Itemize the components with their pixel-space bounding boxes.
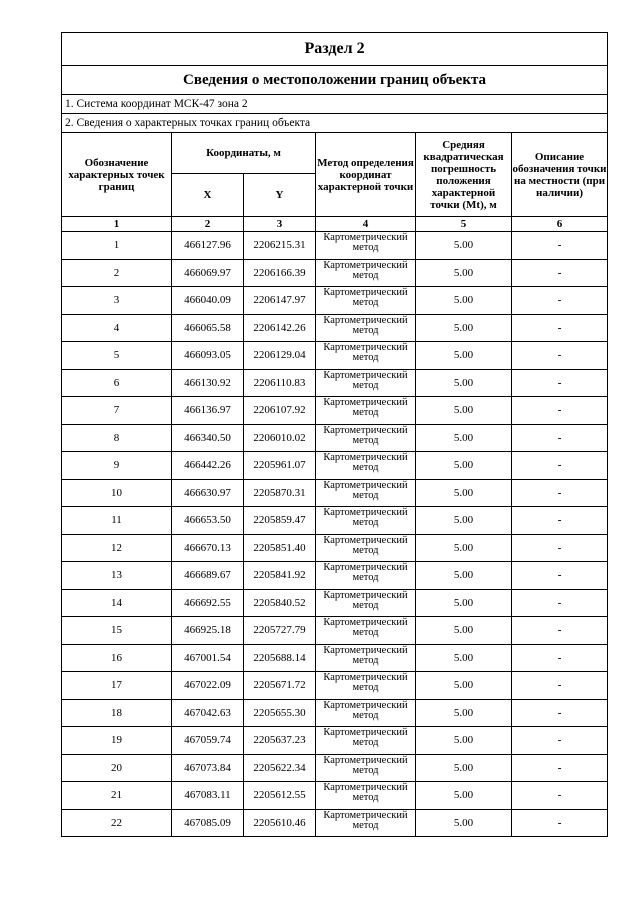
method-line: метод <box>352 572 379 583</box>
point-number: 15 <box>62 617 172 645</box>
coord-y: 2206107.92 <box>244 397 316 425</box>
coord-x: 467073.84 <box>172 754 244 782</box>
coord-y: 2205622.34 <box>244 754 316 782</box>
coord-y: 2205637.23 <box>244 727 316 755</box>
method-line: Картометрический <box>323 617 408 628</box>
method-line: метод <box>352 517 379 528</box>
error-value: 5.00 <box>416 397 512 425</box>
point-number: 13 <box>62 562 172 590</box>
description-value: - <box>512 479 608 507</box>
method-line: метод <box>352 379 379 391</box>
boundary-table <box>61 32 608 837</box>
table-row <box>62 534 608 562</box>
method-cell <box>316 782 416 810</box>
error-value: 5.00 <box>416 617 512 645</box>
point-number: 19 <box>62 727 172 755</box>
table-row <box>62 397 608 425</box>
coord-y: 2206110.83 <box>244 369 316 397</box>
coord-x: 466130.92 <box>172 369 244 397</box>
coord-x: 466340.50 <box>172 424 244 452</box>
table-row <box>62 452 608 480</box>
error-value: 5.00 <box>416 507 512 535</box>
method-cell <box>316 672 416 700</box>
table-row <box>62 287 608 315</box>
method-line: Картометрический <box>323 699 408 711</box>
point-number: 11 <box>62 507 172 535</box>
method-line: метод <box>352 764 379 776</box>
method-cell <box>316 314 416 342</box>
method-line: метод <box>352 654 379 666</box>
table-row <box>62 644 608 672</box>
table-row <box>62 562 608 590</box>
point-number: 17 <box>62 672 172 700</box>
coord-y: 2205612.55 <box>244 782 316 810</box>
coord-y: 2206142.26 <box>244 314 316 342</box>
error-value: 5.00 <box>416 754 512 782</box>
col-number: 1 <box>62 217 172 232</box>
document-page <box>61 32 607 837</box>
point-number: 2 <box>62 259 172 287</box>
col-number: 4 <box>316 217 416 232</box>
point-number: 5 <box>62 342 172 370</box>
coord-y: 2205851.40 <box>244 534 316 562</box>
error-value: 5.00 <box>416 562 512 590</box>
method-line: метод <box>352 242 379 253</box>
table-row <box>62 589 608 617</box>
method-line: метод <box>352 627 379 638</box>
method-line: Картометрический <box>323 754 408 766</box>
coord-x: 466093.05 <box>172 342 244 370</box>
coord-x: 466069.97 <box>172 259 244 287</box>
error-value: 5.00 <box>416 342 512 370</box>
coord-x: 467042.63 <box>172 699 244 727</box>
method-line: Картометрический <box>323 397 408 408</box>
table-row <box>62 232 608 260</box>
method-line: Картометрический <box>323 534 408 546</box>
col-number: 5 <box>416 217 512 232</box>
error-value: 5.00 <box>416 479 512 507</box>
description-value: - <box>512 424 608 452</box>
error-value: 5.00 <box>416 727 512 755</box>
table-row <box>62 809 608 837</box>
error-value: 5.00 <box>416 699 512 727</box>
table-row <box>62 727 608 755</box>
description-value: - <box>512 727 608 755</box>
point-number: 22 <box>62 809 172 837</box>
method-line: метод <box>352 682 379 693</box>
method-line: метод <box>352 434 379 446</box>
method-cell <box>316 727 416 755</box>
header-designation: Обозначение характерных точек границ <box>62 133 172 217</box>
point-number: 8 <box>62 424 172 452</box>
method-cell <box>316 644 416 672</box>
table-row <box>62 507 608 535</box>
description-value: - <box>512 534 608 562</box>
coord-x: 466040.09 <box>172 287 244 315</box>
header-method: Метод определения координат характерной точки <box>316 133 416 217</box>
coord-y: 2205841.92 <box>244 562 316 590</box>
point-number: 6 <box>62 369 172 397</box>
coord-x: 467022.09 <box>172 672 244 700</box>
method-cell <box>316 397 416 425</box>
method-line: метод <box>352 324 379 336</box>
coord-y: 2205610.46 <box>244 809 316 837</box>
method-line: Картометрический <box>323 809 408 821</box>
error-value: 5.00 <box>416 589 512 617</box>
method-line: Картометрический <box>323 369 408 381</box>
table-row <box>62 699 608 727</box>
table-row <box>62 314 608 342</box>
header-description: Описание обозначения точки на местности (при наличии) <box>512 133 608 217</box>
point-number: 4 <box>62 314 172 342</box>
description-value: - <box>512 809 608 837</box>
description-value: - <box>512 259 608 287</box>
method-cell <box>316 424 416 452</box>
error-value: 5.00 <box>416 232 512 260</box>
table-row <box>62 259 608 287</box>
method-line: Картометрический <box>323 644 408 656</box>
method-line: Картометрический <box>323 672 408 683</box>
method-cell <box>316 369 416 397</box>
coord-x: 467001.54 <box>172 644 244 672</box>
method-cell <box>316 562 416 590</box>
header-error: Средняя квадратическая погрешность положения характерной точки (Mt), м <box>416 133 512 217</box>
coord-x: 466689.67 <box>172 562 244 590</box>
point-number: 9 <box>62 452 172 480</box>
table-row <box>62 342 608 370</box>
description-value: - <box>512 782 608 810</box>
section-subtitle: Сведения о местоположении границ объекта <box>62 66 608 95</box>
error-value: 5.00 <box>416 672 512 700</box>
point-number: 12 <box>62 534 172 562</box>
description-value: - <box>512 754 608 782</box>
description-value: - <box>512 617 608 645</box>
error-value: 5.00 <box>416 452 512 480</box>
coord-x: 466670.13 <box>172 534 244 562</box>
table-row <box>62 424 608 452</box>
coord-y: 2205671.72 <box>244 672 316 700</box>
coord-x: 466065.58 <box>172 314 244 342</box>
point-number: 20 <box>62 754 172 782</box>
description-value: - <box>512 589 608 617</box>
section-title: Раздел 2 <box>62 33 608 66</box>
point-number: 16 <box>62 644 172 672</box>
method-line: Картометрический <box>323 259 408 271</box>
coord-x: 466630.97 <box>172 479 244 507</box>
method-line: метод <box>352 544 379 556</box>
points-caption: 2. Сведения о характерных точках границ объекта <box>62 114 608 133</box>
method-line: Картометрический <box>323 479 408 491</box>
method-line: метод <box>352 297 379 308</box>
description-value: - <box>512 232 608 260</box>
method-cell <box>316 259 416 287</box>
method-cell <box>316 534 416 562</box>
col-number: 6 <box>512 217 608 232</box>
method-cell <box>316 507 416 535</box>
table-row <box>62 754 608 782</box>
coord-y: 2205961.07 <box>244 452 316 480</box>
coord-y: 2205870.31 <box>244 479 316 507</box>
method-line: Картометрический <box>323 424 408 436</box>
coord-x: 466127.96 <box>172 232 244 260</box>
error-value: 5.00 <box>416 534 512 562</box>
description-value: - <box>512 644 608 672</box>
coord-x: 466136.97 <box>172 397 244 425</box>
description-value: - <box>512 369 608 397</box>
coord-x: 467083.11 <box>172 782 244 810</box>
error-value: 5.00 <box>416 809 512 837</box>
coord-y: 2206129.04 <box>244 342 316 370</box>
description-value: - <box>512 699 608 727</box>
table-row <box>62 369 608 397</box>
method-line: Картометрический <box>323 562 408 573</box>
col-number: 3 <box>244 217 316 232</box>
method-line: Картометрический <box>323 314 408 326</box>
coord-y: 2205688.14 <box>244 644 316 672</box>
method-cell <box>316 617 416 645</box>
point-number: 18 <box>62 699 172 727</box>
table-row <box>62 479 608 507</box>
point-number: 10 <box>62 479 172 507</box>
table-row <box>62 782 608 810</box>
method-line: метод <box>352 352 379 363</box>
method-line: Картометрический <box>323 507 408 518</box>
description-value: - <box>512 562 608 590</box>
coord-x: 466653.50 <box>172 507 244 535</box>
method-cell <box>316 452 416 480</box>
error-value: 5.00 <box>416 259 512 287</box>
coord-y: 2206147.97 <box>244 287 316 315</box>
coord-y: 2206010.02 <box>244 424 316 452</box>
method-line: метод <box>352 709 379 721</box>
header-y: Y <box>244 174 316 217</box>
point-number: 7 <box>62 397 172 425</box>
description-value: - <box>512 287 608 315</box>
description-value: - <box>512 397 608 425</box>
point-number: 1 <box>62 232 172 260</box>
coord-y: 2205859.47 <box>244 507 316 535</box>
method-line: метод <box>352 462 379 473</box>
coord-y: 2205655.30 <box>244 699 316 727</box>
method-cell <box>316 809 416 837</box>
coord-y: 2206215.31 <box>244 232 316 260</box>
method-cell <box>316 699 416 727</box>
method-cell <box>316 287 416 315</box>
method-line: метод <box>352 489 379 501</box>
method-line: Картометрический <box>323 727 408 738</box>
point-number: 3 <box>62 287 172 315</box>
coord-x: 467085.09 <box>172 809 244 837</box>
method-cell <box>316 232 416 260</box>
method-line: Картометрический <box>323 232 408 243</box>
coordinate-system: 1. Система координат МСК-47 зона 2 <box>62 95 608 114</box>
description-value: - <box>512 314 608 342</box>
method-line: метод <box>352 737 379 748</box>
col-number: 2 <box>172 217 244 232</box>
description-value: - <box>512 342 608 370</box>
header-coordinates: Координаты, м <box>172 133 316 174</box>
coord-y: 2205840.52 <box>244 589 316 617</box>
method-line: метод <box>352 792 379 803</box>
method-line: Картометрический <box>323 589 408 601</box>
method-cell <box>316 754 416 782</box>
point-number: 21 <box>62 782 172 810</box>
error-value: 5.00 <box>416 287 512 315</box>
method-line: метод <box>352 819 379 831</box>
method-line: Картометрический <box>323 342 408 353</box>
method-line: метод <box>352 407 379 418</box>
method-line: Картометрический <box>323 287 408 298</box>
description-value: - <box>512 452 608 480</box>
table-row <box>62 617 608 645</box>
coord-x: 467059.74 <box>172 727 244 755</box>
error-value: 5.00 <box>416 369 512 397</box>
description-value: - <box>512 507 608 535</box>
coord-y: 2205727.79 <box>244 617 316 645</box>
coord-y: 2206166.39 <box>244 259 316 287</box>
method-cell <box>316 589 416 617</box>
header-x: X <box>172 174 244 217</box>
error-value: 5.00 <box>416 644 512 672</box>
method-line: Картометрический <box>323 782 408 793</box>
error-value: 5.00 <box>416 782 512 810</box>
coord-x: 466692.55 <box>172 589 244 617</box>
error-value: 5.00 <box>416 424 512 452</box>
method-line: Картометрический <box>323 452 408 463</box>
method-cell <box>316 479 416 507</box>
error-value: 5.00 <box>416 314 512 342</box>
method-cell <box>316 342 416 370</box>
table-row <box>62 672 608 700</box>
description-value: - <box>512 672 608 700</box>
point-number: 14 <box>62 589 172 617</box>
coord-x: 466925.18 <box>172 617 244 645</box>
coord-x: 466442.26 <box>172 452 244 480</box>
method-line: метод <box>352 269 379 281</box>
method-line: метод <box>352 599 379 611</box>
